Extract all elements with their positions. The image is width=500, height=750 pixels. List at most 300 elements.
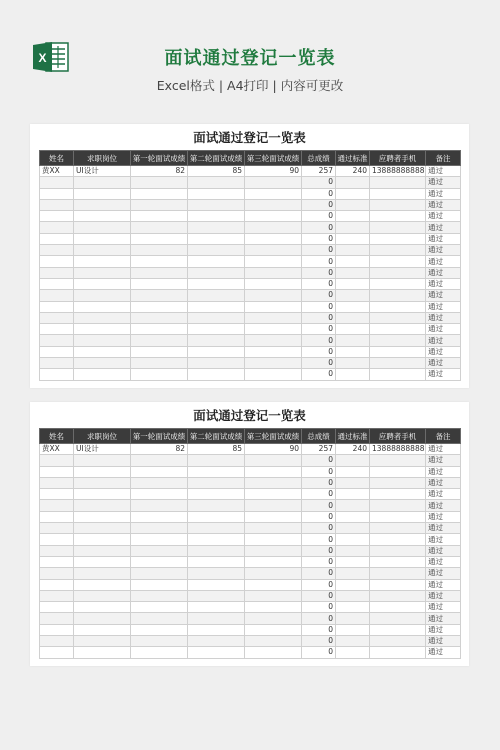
table-cell[interactable] (370, 312, 426, 323)
table-cell[interactable] (336, 455, 370, 466)
table-cell[interactable]: 0 (302, 590, 336, 601)
table-cell[interactable] (131, 579, 188, 590)
table-cell[interactable] (131, 324, 188, 335)
table-cell[interactable] (188, 523, 245, 534)
table-cell[interactable] (40, 477, 74, 488)
table-cell[interactable] (131, 568, 188, 579)
table-cell[interactable]: 通过 (426, 211, 461, 222)
table-cell[interactable] (188, 177, 245, 188)
table-cell[interactable] (336, 523, 370, 534)
table-cell[interactable]: 通过 (426, 233, 461, 244)
table-cell[interactable]: 0 (302, 358, 336, 369)
table-cell[interactable]: 通过 (426, 613, 461, 624)
table-cell[interactable]: 通过 (426, 568, 461, 579)
table-cell[interactable] (74, 477, 131, 488)
table-cell[interactable] (370, 369, 426, 380)
table-cell[interactable] (74, 579, 131, 590)
table-cell[interactable] (245, 534, 302, 545)
table-cell[interactable] (370, 177, 426, 188)
table-cell[interactable] (188, 556, 245, 567)
table-cell[interactable] (188, 267, 245, 278)
table-cell[interactable]: 通过 (426, 222, 461, 233)
table-cell[interactable] (245, 188, 302, 199)
table-cell[interactable] (188, 636, 245, 647)
table-cell[interactable]: 257 (302, 444, 336, 455)
table-cell[interactable] (188, 346, 245, 357)
table-cell[interactable] (74, 602, 131, 613)
table-cell[interactable] (370, 267, 426, 278)
table-cell[interactable] (370, 278, 426, 289)
table-cell[interactable] (188, 568, 245, 579)
table-cell[interactable] (40, 624, 74, 635)
table-cell[interactable]: 0 (302, 556, 336, 567)
table-cell[interactable] (370, 647, 426, 658)
table-cell[interactable]: 0 (302, 222, 336, 233)
table-cell[interactable] (131, 636, 188, 647)
table-cell[interactable]: 0 (302, 636, 336, 647)
table-cell[interactable]: 257 (302, 166, 336, 177)
table-cell[interactable] (188, 466, 245, 477)
table-cell[interactable]: 90 (245, 166, 302, 177)
table-cell[interactable] (74, 358, 131, 369)
table-cell[interactable] (245, 290, 302, 301)
table-cell[interactable] (245, 245, 302, 256)
table-cell[interactable]: 通过 (426, 245, 461, 256)
table-cell[interactable]: 通过 (426, 177, 461, 188)
table-cell[interactable] (74, 500, 131, 511)
table-cell[interactable] (245, 324, 302, 335)
table-cell[interactable] (336, 335, 370, 346)
table-cell[interactable]: 通过 (426, 511, 461, 522)
table-cell[interactable]: 0 (302, 256, 336, 267)
table-cell[interactable] (74, 624, 131, 635)
table-cell[interactable] (131, 545, 188, 556)
table-cell[interactable] (370, 568, 426, 579)
table-cell[interactable]: 0 (302, 466, 336, 477)
table-cell[interactable] (336, 369, 370, 380)
table-cell[interactable] (131, 523, 188, 534)
table-cell[interactable]: 0 (302, 624, 336, 635)
table-cell[interactable] (370, 245, 426, 256)
table-cell[interactable] (74, 455, 131, 466)
table-cell[interactable] (245, 177, 302, 188)
table-cell[interactable] (131, 256, 188, 267)
table-cell[interactable] (40, 211, 74, 222)
table-cell[interactable]: 0 (302, 324, 336, 335)
table-cell[interactable] (188, 199, 245, 210)
table-cell[interactable]: 通过 (426, 500, 461, 511)
table-cell[interactable] (245, 624, 302, 635)
table-cell[interactable] (336, 211, 370, 222)
table-cell[interactable] (188, 545, 245, 556)
table-cell[interactable]: 240 (336, 444, 370, 455)
table-cell[interactable] (74, 511, 131, 522)
table-cell[interactable] (336, 188, 370, 199)
table-cell[interactable] (245, 489, 302, 500)
table-cell[interactable] (131, 222, 188, 233)
table-cell[interactable]: 通过 (426, 346, 461, 357)
table-cell[interactable] (370, 500, 426, 511)
table-cell[interactable] (245, 301, 302, 312)
table-cell[interactable]: 0 (302, 523, 336, 534)
table-cell[interactable]: 13888888888 (370, 444, 426, 455)
table-cell[interactable]: 通过 (426, 624, 461, 635)
table-cell[interactable] (188, 324, 245, 335)
table-cell[interactable] (370, 324, 426, 335)
table-cell[interactable]: 0 (302, 211, 336, 222)
table-cell[interactable] (40, 245, 74, 256)
table-cell[interactable] (336, 346, 370, 357)
table-cell[interactable] (245, 500, 302, 511)
table-cell[interactable]: 通过 (426, 556, 461, 567)
table-cell[interactable] (370, 636, 426, 647)
table-cell[interactable] (40, 511, 74, 522)
table-cell[interactable] (188, 188, 245, 199)
table-cell[interactable]: 通过 (426, 301, 461, 312)
table-cell[interactable]: 通过 (426, 278, 461, 289)
table-cell[interactable] (245, 211, 302, 222)
table-cell[interactable] (131, 301, 188, 312)
table-cell[interactable] (370, 590, 426, 601)
table-cell[interactable] (336, 534, 370, 545)
table-cell[interactable] (131, 613, 188, 624)
table-cell[interactable] (336, 477, 370, 488)
table-cell[interactable] (40, 647, 74, 658)
table-cell[interactable] (40, 369, 74, 380)
table-cell[interactable] (336, 556, 370, 567)
table-cell[interactable]: 通过 (426, 545, 461, 556)
table-cell[interactable]: 通过 (426, 523, 461, 534)
table-cell[interactable]: 0 (302, 233, 336, 244)
table-cell[interactable] (336, 624, 370, 635)
table-cell[interactable] (245, 335, 302, 346)
table-cell[interactable] (131, 556, 188, 567)
table-cell[interactable] (336, 511, 370, 522)
table-cell[interactable]: 通过 (426, 477, 461, 488)
table-cell[interactable] (74, 312, 131, 323)
table-cell[interactable] (336, 636, 370, 647)
table-cell[interactable] (370, 222, 426, 233)
table-cell[interactable] (74, 324, 131, 335)
table-cell[interactable] (370, 233, 426, 244)
table-cell[interactable] (245, 523, 302, 534)
table-cell[interactable] (131, 489, 188, 500)
table-cell[interactable] (131, 278, 188, 289)
table-cell[interactable] (188, 624, 245, 635)
table-cell[interactable]: 0 (302, 199, 336, 210)
table-cell[interactable]: 0 (302, 613, 336, 624)
table-cell[interactable] (131, 477, 188, 488)
table-cell[interactable] (245, 267, 302, 278)
table-cell[interactable] (40, 636, 74, 647)
table-cell[interactable] (336, 267, 370, 278)
table-cell[interactable] (336, 199, 370, 210)
table-cell[interactable] (131, 647, 188, 658)
table-cell[interactable] (188, 335, 245, 346)
table-cell[interactable] (245, 222, 302, 233)
table-cell[interactable] (245, 278, 302, 289)
table-cell[interactable] (74, 568, 131, 579)
table-cell[interactable]: 0 (302, 500, 336, 511)
table-cell[interactable] (188, 455, 245, 466)
table-cell[interactable] (188, 590, 245, 601)
table-cell[interactable] (131, 267, 188, 278)
table-cell[interactable] (370, 534, 426, 545)
table-cell[interactable] (245, 568, 302, 579)
table-cell[interactable]: 通过 (426, 444, 461, 455)
table-cell[interactable]: 0 (302, 455, 336, 466)
table-cell[interactable]: 通过 (426, 166, 461, 177)
table-cell[interactable] (370, 556, 426, 567)
table-cell[interactable] (370, 335, 426, 346)
table-cell[interactable] (188, 511, 245, 522)
table-cell[interactable] (188, 245, 245, 256)
table-cell[interactable] (370, 466, 426, 477)
table-cell[interactable] (131, 233, 188, 244)
table-cell[interactable] (336, 500, 370, 511)
table-cell[interactable] (245, 466, 302, 477)
table-cell[interactable]: 0 (302, 647, 336, 658)
table-cell[interactable] (188, 489, 245, 500)
table-cell[interactable] (40, 466, 74, 477)
table-cell[interactable]: 通过 (426, 534, 461, 545)
table-cell[interactable] (74, 466, 131, 477)
table-cell[interactable]: 0 (302, 177, 336, 188)
table-cell[interactable]: 0 (302, 267, 336, 278)
table-cell[interactable] (131, 211, 188, 222)
table-cell[interactable] (40, 568, 74, 579)
table-cell[interactable]: 0 (302, 534, 336, 545)
table-cell[interactable]: 通过 (426, 590, 461, 601)
table-cell[interactable]: 0 (302, 245, 336, 256)
table-cell[interactable] (245, 579, 302, 590)
table-cell[interactable] (40, 278, 74, 289)
table-cell[interactable] (74, 211, 131, 222)
table-cell[interactable] (74, 267, 131, 278)
table-cell[interactable] (245, 613, 302, 624)
table-cell[interactable] (188, 358, 245, 369)
table-cell[interactable] (370, 256, 426, 267)
table-cell[interactable] (336, 222, 370, 233)
table-cell[interactable] (336, 613, 370, 624)
table-cell[interactable] (40, 556, 74, 567)
table-cell[interactable] (188, 278, 245, 289)
table-cell[interactable] (40, 545, 74, 556)
table-cell[interactable] (131, 199, 188, 210)
table-cell[interactable] (40, 523, 74, 534)
table-cell[interactable] (40, 233, 74, 244)
table-cell[interactable] (40, 602, 74, 613)
table-cell[interactable]: 通过 (426, 358, 461, 369)
table-cell[interactable] (131, 335, 188, 346)
table-cell[interactable] (245, 369, 302, 380)
table-cell[interactable] (245, 545, 302, 556)
table-cell[interactable] (40, 335, 74, 346)
table-cell[interactable]: 0 (302, 489, 336, 500)
table-cell[interactable] (370, 290, 426, 301)
table-cell[interactable] (336, 590, 370, 601)
table-cell[interactable]: 85 (188, 444, 245, 455)
table-cell[interactable] (370, 346, 426, 357)
table-cell[interactable]: 通过 (426, 579, 461, 590)
table-cell[interactable] (188, 579, 245, 590)
table-cell[interactable] (188, 301, 245, 312)
table-cell[interactable] (40, 199, 74, 210)
table-cell[interactable] (74, 188, 131, 199)
table-cell[interactable] (336, 579, 370, 590)
table-cell[interactable]: 通过 (426, 267, 461, 278)
table-cell[interactable] (40, 312, 74, 323)
table-cell[interactable]: 通过 (426, 188, 461, 199)
table-cell[interactable]: 通过 (426, 636, 461, 647)
table-cell[interactable] (74, 647, 131, 658)
table-cell[interactable] (336, 245, 370, 256)
table-cell[interactable] (336, 312, 370, 323)
table-cell[interactable]: 0 (302, 312, 336, 323)
table-cell[interactable] (40, 358, 74, 369)
table-cell[interactable] (131, 511, 188, 522)
table-cell[interactable] (245, 199, 302, 210)
table-cell[interactable] (131, 590, 188, 601)
table-cell[interactable] (188, 602, 245, 613)
table-cell[interactable]: 通过 (426, 290, 461, 301)
table-cell[interactable] (245, 233, 302, 244)
table-cell[interactable] (188, 222, 245, 233)
table-cell[interactable]: 0 (302, 278, 336, 289)
table-cell[interactable] (370, 579, 426, 590)
table-cell[interactable]: 通过 (426, 312, 461, 323)
table-cell[interactable]: 通过 (426, 324, 461, 335)
table-cell[interactable] (74, 613, 131, 624)
table-cell[interactable]: 通过 (426, 455, 461, 466)
table-cell[interactable] (336, 647, 370, 658)
table-cell[interactable] (336, 545, 370, 556)
table-cell[interactable] (336, 358, 370, 369)
table-cell[interactable] (74, 534, 131, 545)
table-cell[interactable] (245, 511, 302, 522)
table-cell[interactable] (131, 455, 188, 466)
table-cell[interactable] (188, 534, 245, 545)
table-cell[interactable] (40, 256, 74, 267)
table-cell[interactable] (131, 177, 188, 188)
table-cell[interactable] (370, 545, 426, 556)
table-cell[interactable] (40, 222, 74, 233)
table-cell[interactable] (370, 602, 426, 613)
table-cell[interactable] (336, 290, 370, 301)
table-cell[interactable]: 通过 (426, 602, 461, 613)
table-cell[interactable] (188, 647, 245, 658)
table-cell[interactable]: 82 (131, 444, 188, 455)
table-cell[interactable] (40, 290, 74, 301)
table-cell[interactable] (188, 233, 245, 244)
table-cell[interactable] (188, 500, 245, 511)
table-cell[interactable] (74, 590, 131, 601)
table-cell[interactable] (245, 455, 302, 466)
table-cell[interactable] (74, 523, 131, 534)
table-cell[interactable]: 82 (131, 166, 188, 177)
table-cell[interactable] (336, 324, 370, 335)
table-cell[interactable] (370, 477, 426, 488)
table-cell[interactable] (40, 346, 74, 357)
table-cell[interactable] (131, 534, 188, 545)
table-cell[interactable] (131, 346, 188, 357)
table-cell[interactable]: 0 (302, 602, 336, 613)
table-cell[interactable]: 通过 (426, 335, 461, 346)
table-cell[interactable]: 通过 (426, 256, 461, 267)
table-cell[interactable] (131, 290, 188, 301)
table-cell[interactable] (74, 636, 131, 647)
table-cell[interactable] (131, 624, 188, 635)
table-cell[interactable] (245, 636, 302, 647)
table-cell[interactable] (245, 556, 302, 567)
table-cell[interactable] (74, 290, 131, 301)
table-cell[interactable]: 0 (302, 568, 336, 579)
table-cell[interactable] (245, 647, 302, 658)
table-cell[interactable] (74, 369, 131, 380)
table-cell[interactable] (336, 301, 370, 312)
table-cell[interactable] (131, 312, 188, 323)
table-cell[interactable] (131, 358, 188, 369)
table-cell[interactable]: 0 (302, 301, 336, 312)
table-cell[interactable] (40, 455, 74, 466)
table-cell[interactable] (40, 500, 74, 511)
table-cell[interactable]: 240 (336, 166, 370, 177)
table-cell[interactable] (188, 477, 245, 488)
table-cell[interactable] (188, 256, 245, 267)
table-cell[interactable] (336, 233, 370, 244)
table-cell[interactable]: 通过 (426, 369, 461, 380)
table-cell[interactable] (40, 301, 74, 312)
table-cell[interactable] (40, 579, 74, 590)
table-cell[interactable] (74, 335, 131, 346)
table-cell[interactable] (40, 177, 74, 188)
table-cell[interactable] (131, 602, 188, 613)
table-cell[interactable] (40, 267, 74, 278)
table-cell[interactable] (370, 613, 426, 624)
table-cell[interactable] (336, 602, 370, 613)
table-cell[interactable] (245, 312, 302, 323)
table-cell[interactable]: 黄XX (40, 166, 74, 177)
table-cell[interactable] (245, 346, 302, 357)
table-cell[interactable]: 通过 (426, 199, 461, 210)
table-cell[interactable]: 黄XX (40, 444, 74, 455)
table-cell[interactable] (40, 613, 74, 624)
table-cell[interactable] (74, 556, 131, 567)
table-cell[interactable] (131, 466, 188, 477)
table-cell[interactable] (74, 233, 131, 244)
table-cell[interactable] (336, 489, 370, 500)
table-cell[interactable] (370, 358, 426, 369)
table-cell[interactable] (370, 199, 426, 210)
table-cell[interactable]: 0 (302, 545, 336, 556)
table-cell[interactable] (245, 590, 302, 601)
table-cell[interactable] (370, 211, 426, 222)
table-cell[interactable] (188, 211, 245, 222)
table-cell[interactable] (336, 256, 370, 267)
table-cell[interactable]: 通过 (426, 647, 461, 658)
table-cell[interactable] (131, 369, 188, 380)
table-cell[interactable] (74, 346, 131, 357)
table-cell[interactable] (74, 199, 131, 210)
table-cell[interactable]: 0 (302, 188, 336, 199)
table-cell[interactable] (188, 369, 245, 380)
table-cell[interactable] (336, 177, 370, 188)
table-cell[interactable] (336, 568, 370, 579)
table-cell[interactable] (370, 455, 426, 466)
table-cell[interactable] (188, 613, 245, 624)
table-cell[interactable] (74, 278, 131, 289)
table-cell[interactable] (40, 534, 74, 545)
